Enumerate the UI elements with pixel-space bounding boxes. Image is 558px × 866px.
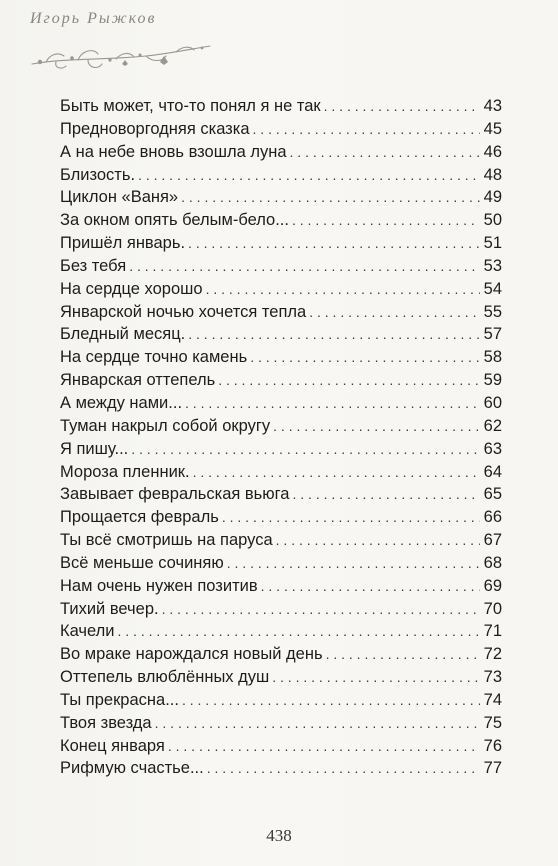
toc-entry-page: 45 xyxy=(483,119,502,138)
toc-entry-title: Близость. xyxy=(60,165,136,184)
toc-entry-title: Завывает февральская вьюга xyxy=(60,485,290,504)
toc-entry-page: 57 xyxy=(483,325,502,344)
toc-entry-title: Тихий вечер. xyxy=(60,599,159,618)
toc-entry xyxy=(60,666,502,689)
dot-leader xyxy=(118,620,481,643)
toc-entry-page: 58 xyxy=(483,348,502,367)
toc-entry-page: 59 xyxy=(483,371,502,390)
dot-leader xyxy=(272,666,480,689)
toc-entry-page: 48 xyxy=(483,165,502,184)
toc-entry-page: 53 xyxy=(483,256,502,275)
toc-entry xyxy=(60,461,502,484)
toc-entry-page: 64 xyxy=(483,462,502,481)
toc-entry xyxy=(60,575,502,598)
toc-entry-page: 54 xyxy=(483,279,502,298)
toc-entry xyxy=(60,392,502,415)
toc-entry-page: 66 xyxy=(483,508,502,527)
toc-entry-page: 69 xyxy=(483,576,502,595)
toc-entry xyxy=(60,186,502,209)
toc-entry-title: Прощается февраль xyxy=(60,508,219,527)
toc-entry xyxy=(60,232,502,255)
toc-entry xyxy=(60,529,502,552)
dot-leader xyxy=(261,575,480,598)
dot-leader xyxy=(253,118,480,141)
toc-entry-page: 49 xyxy=(483,188,502,207)
dot-leader xyxy=(276,529,480,552)
dot-leader xyxy=(188,323,480,346)
toc-entry-page: 76 xyxy=(483,736,502,755)
floral-flourish-icon xyxy=(26,40,216,74)
toc-entry-page: 75 xyxy=(483,713,502,732)
toc-entry-page: 73 xyxy=(483,668,502,687)
toc-entry xyxy=(60,415,502,438)
toc-entry-title: Ты всё смотришь на паруса xyxy=(60,531,273,550)
toc-entry-title: Рифмую счастье... xyxy=(60,759,204,778)
toc-entry-page: 43 xyxy=(483,97,502,115)
toc-entry xyxy=(60,278,502,301)
dot-leader xyxy=(129,255,480,278)
toc-entry-title: Быть может, что-то понял я не так xyxy=(60,97,321,115)
toc-entry xyxy=(60,712,502,735)
dot-leader xyxy=(193,461,480,484)
toc-entry-title: А между нами... xyxy=(60,393,183,412)
toc-entry xyxy=(60,301,502,324)
toc-entry-page: 70 xyxy=(483,599,502,618)
dot-leader xyxy=(222,506,480,529)
toc-entry xyxy=(60,118,502,141)
toc-entry xyxy=(60,438,502,461)
toc-entry xyxy=(60,598,502,621)
toc-entry xyxy=(60,552,502,575)
toc-entry-title: Без тебя xyxy=(60,256,127,275)
dot-leader xyxy=(227,552,480,575)
toc-entry-title: А на небе вновь взошла луна xyxy=(60,142,287,161)
toc-entry xyxy=(60,506,502,529)
dot-leader xyxy=(273,415,480,438)
dot-leader xyxy=(324,95,480,118)
toc-entry-page: 46 xyxy=(483,142,502,161)
dot-leader xyxy=(218,369,480,392)
toc-entry-page: 68 xyxy=(483,553,502,572)
toc-entry xyxy=(60,483,502,506)
toc-entry-title: Конец января xyxy=(60,736,165,755)
dot-leader xyxy=(293,483,481,506)
toc-entry-page: 74 xyxy=(483,690,502,709)
dot-leader xyxy=(168,735,480,758)
toc-entry-title: Пришёл январь. xyxy=(60,234,186,253)
toc-entry-title: Январская оттепель xyxy=(60,371,216,390)
toc-entry-title: Бледный месяц. xyxy=(60,325,186,344)
toc-entry-title: Всё меньше сочиняю xyxy=(60,553,224,572)
toc-entry-title: Нам очень нужен позитив xyxy=(60,576,258,595)
dot-leader xyxy=(206,278,480,301)
toc-entry xyxy=(60,164,502,187)
dot-leader xyxy=(185,392,480,415)
toc-entry-page: 72 xyxy=(483,645,502,664)
toc-entry-page: 63 xyxy=(483,439,502,458)
toc-entry-page: 62 xyxy=(483,416,502,435)
dot-leader xyxy=(250,346,480,369)
dot-leader xyxy=(182,689,480,712)
running-header-author: Игорь Рыжков xyxy=(30,10,157,27)
toc-entry xyxy=(60,346,502,369)
toc-entry-page: 55 xyxy=(483,302,502,321)
toc-entry-title: Предноворгодняя сказка xyxy=(60,119,250,138)
toc-entry-title: Мороза пленник. xyxy=(60,462,190,481)
toc-entry xyxy=(60,620,502,643)
toc-entry-page: 60 xyxy=(483,393,502,412)
toc-entry xyxy=(60,369,502,392)
toc-entry-title: На сердце точно камень xyxy=(60,348,248,367)
dot-leader xyxy=(188,232,480,255)
dot-leader xyxy=(207,757,480,780)
toc-entry-title: На сердце хорошо xyxy=(60,279,203,298)
toc-entry-page: 67 xyxy=(483,531,502,550)
toc-entry-title: Январской ночью хочется тепла xyxy=(60,302,307,321)
toc-entry-title: Я пишу... xyxy=(60,439,129,458)
toc-entry xyxy=(60,757,502,780)
toc-entry-page: 50 xyxy=(483,211,502,230)
toc-entry-title: Оттепель влюблённых душ xyxy=(60,668,270,687)
toc-entry xyxy=(60,141,502,164)
toc-entry xyxy=(60,689,502,712)
toc-entry-title: Качели xyxy=(60,622,115,641)
dot-leader xyxy=(326,643,480,666)
toc-entry-page: 65 xyxy=(483,485,502,504)
dot-leader xyxy=(290,141,480,164)
dot-leader xyxy=(292,209,480,232)
dot-leader xyxy=(155,712,480,735)
toc-entry-title: Твоя звезда xyxy=(60,713,152,732)
toc-entry xyxy=(60,255,502,278)
toc-entry xyxy=(60,643,502,666)
toc-entry-title: Циклон «Ваня» xyxy=(60,188,179,207)
toc-entry-page: 77 xyxy=(483,759,502,778)
toc-entry-title: Ты прекрасна... xyxy=(60,690,179,709)
dot-leader xyxy=(162,598,480,621)
toc-entry-title: За окном опять белым-бело... xyxy=(60,211,289,230)
toc-entry-title: Туман накрыл собой округу xyxy=(60,416,271,435)
toc-entry xyxy=(60,95,502,118)
dot-leader xyxy=(131,438,480,461)
dot-leader xyxy=(138,164,480,187)
dot-leader xyxy=(181,186,480,209)
toc-entry-title: Во мраке нарождался новый день xyxy=(60,645,323,664)
toc-entry-page: 71 xyxy=(483,622,502,641)
toc-entry xyxy=(60,323,502,346)
dot-leader xyxy=(309,301,480,324)
toc-entry xyxy=(60,209,502,232)
page-number: 438 xyxy=(266,826,292,845)
toc-entry xyxy=(60,735,502,758)
toc-entry-page: 51 xyxy=(483,234,502,253)
table-of-contents xyxy=(60,95,502,780)
